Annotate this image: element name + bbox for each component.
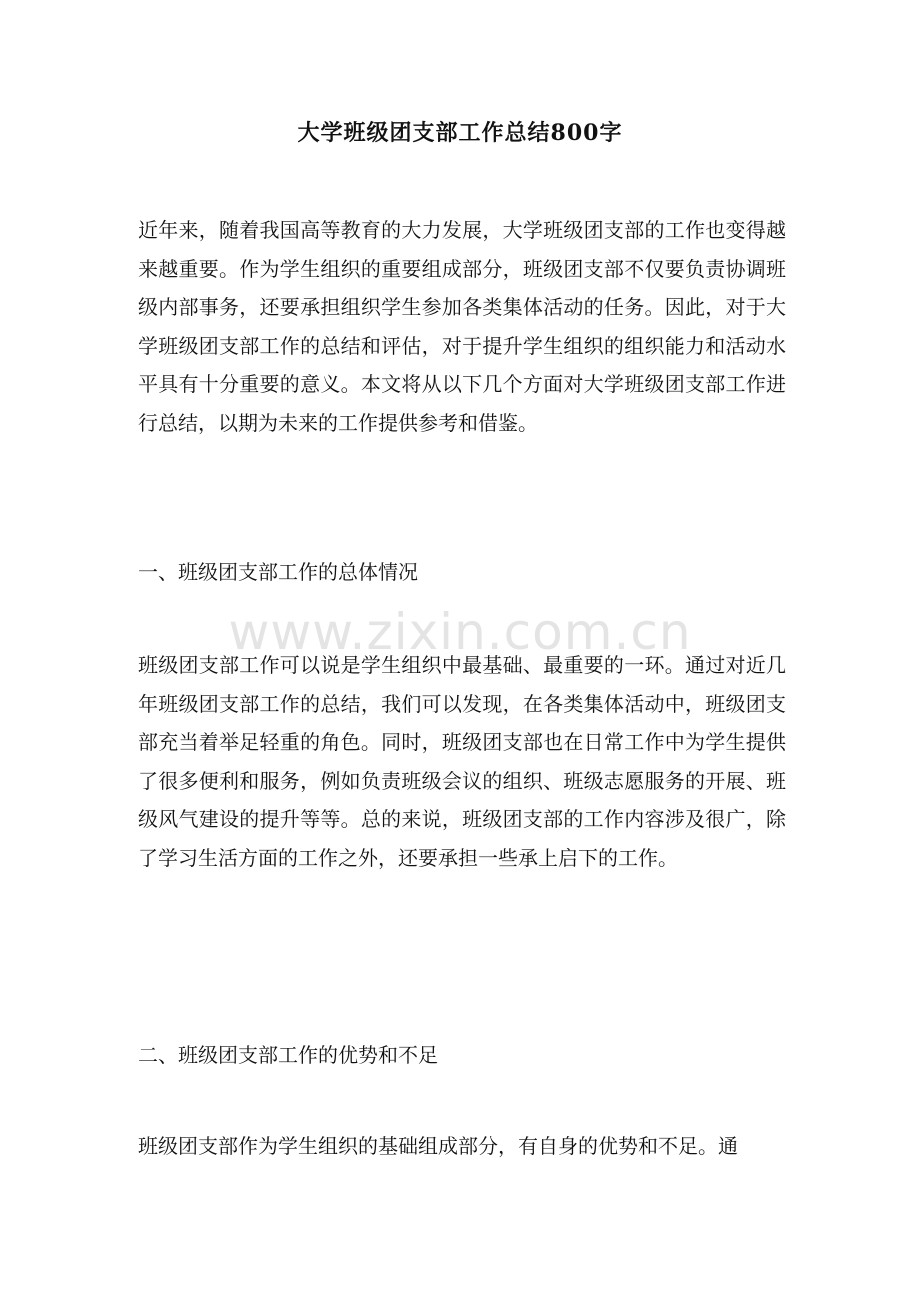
paragraph-intro: 近年来，随着我国高等教育的大力发展，大学班级团支部的工作也变得越来越重要。作为学生组织的重要组成部分，班级团支部不仅要负责协调班级内部事务，还要承担组织学生参加各类集体活动的任务。因此，对于大学班级团支部工作的总结和评估，对于提升学生组织的组织能力和活动水平具有十分重要的意义。本文将从以下几个方面对大学班级团支部工作进行总结，以期为未来的工作提供参考和借鉴。 (138, 218, 786, 435)
section-heading-2: 二、班级团支部工作的优势和不足 (138, 1043, 438, 1067)
watermark-text: www.zixin.com.cn (228, 603, 692, 661)
paragraph-section-2: 班级团支部作为学生组织的基础组成部分，有自身的优势和不足。通 (138, 1134, 738, 1158)
document-title: 大学班级团支部工作总结800字 (297, 120, 623, 146)
paragraph-section-1: 班级团支部工作可以说是学生组织中最基础、最重要的一环。通过对近几年班级团支部工作的总结，我们可以发现，在各类集体活动中，班级团支部充当着举足轻重的角色。同时，班级团支部也在日常工作中为学生提供了很多便利和服务，例如负责班级会议的组织、班级志愿服务的开展、班级风气建设的提升等等。总的来说，班级团支部的工作内容涉及很广，除了学习生活方面的工作之外，还要承担一些承上启下的工作。 (138, 653, 786, 870)
section-heading-1: 一、班级团支部工作的总体情况 (138, 560, 418, 584)
